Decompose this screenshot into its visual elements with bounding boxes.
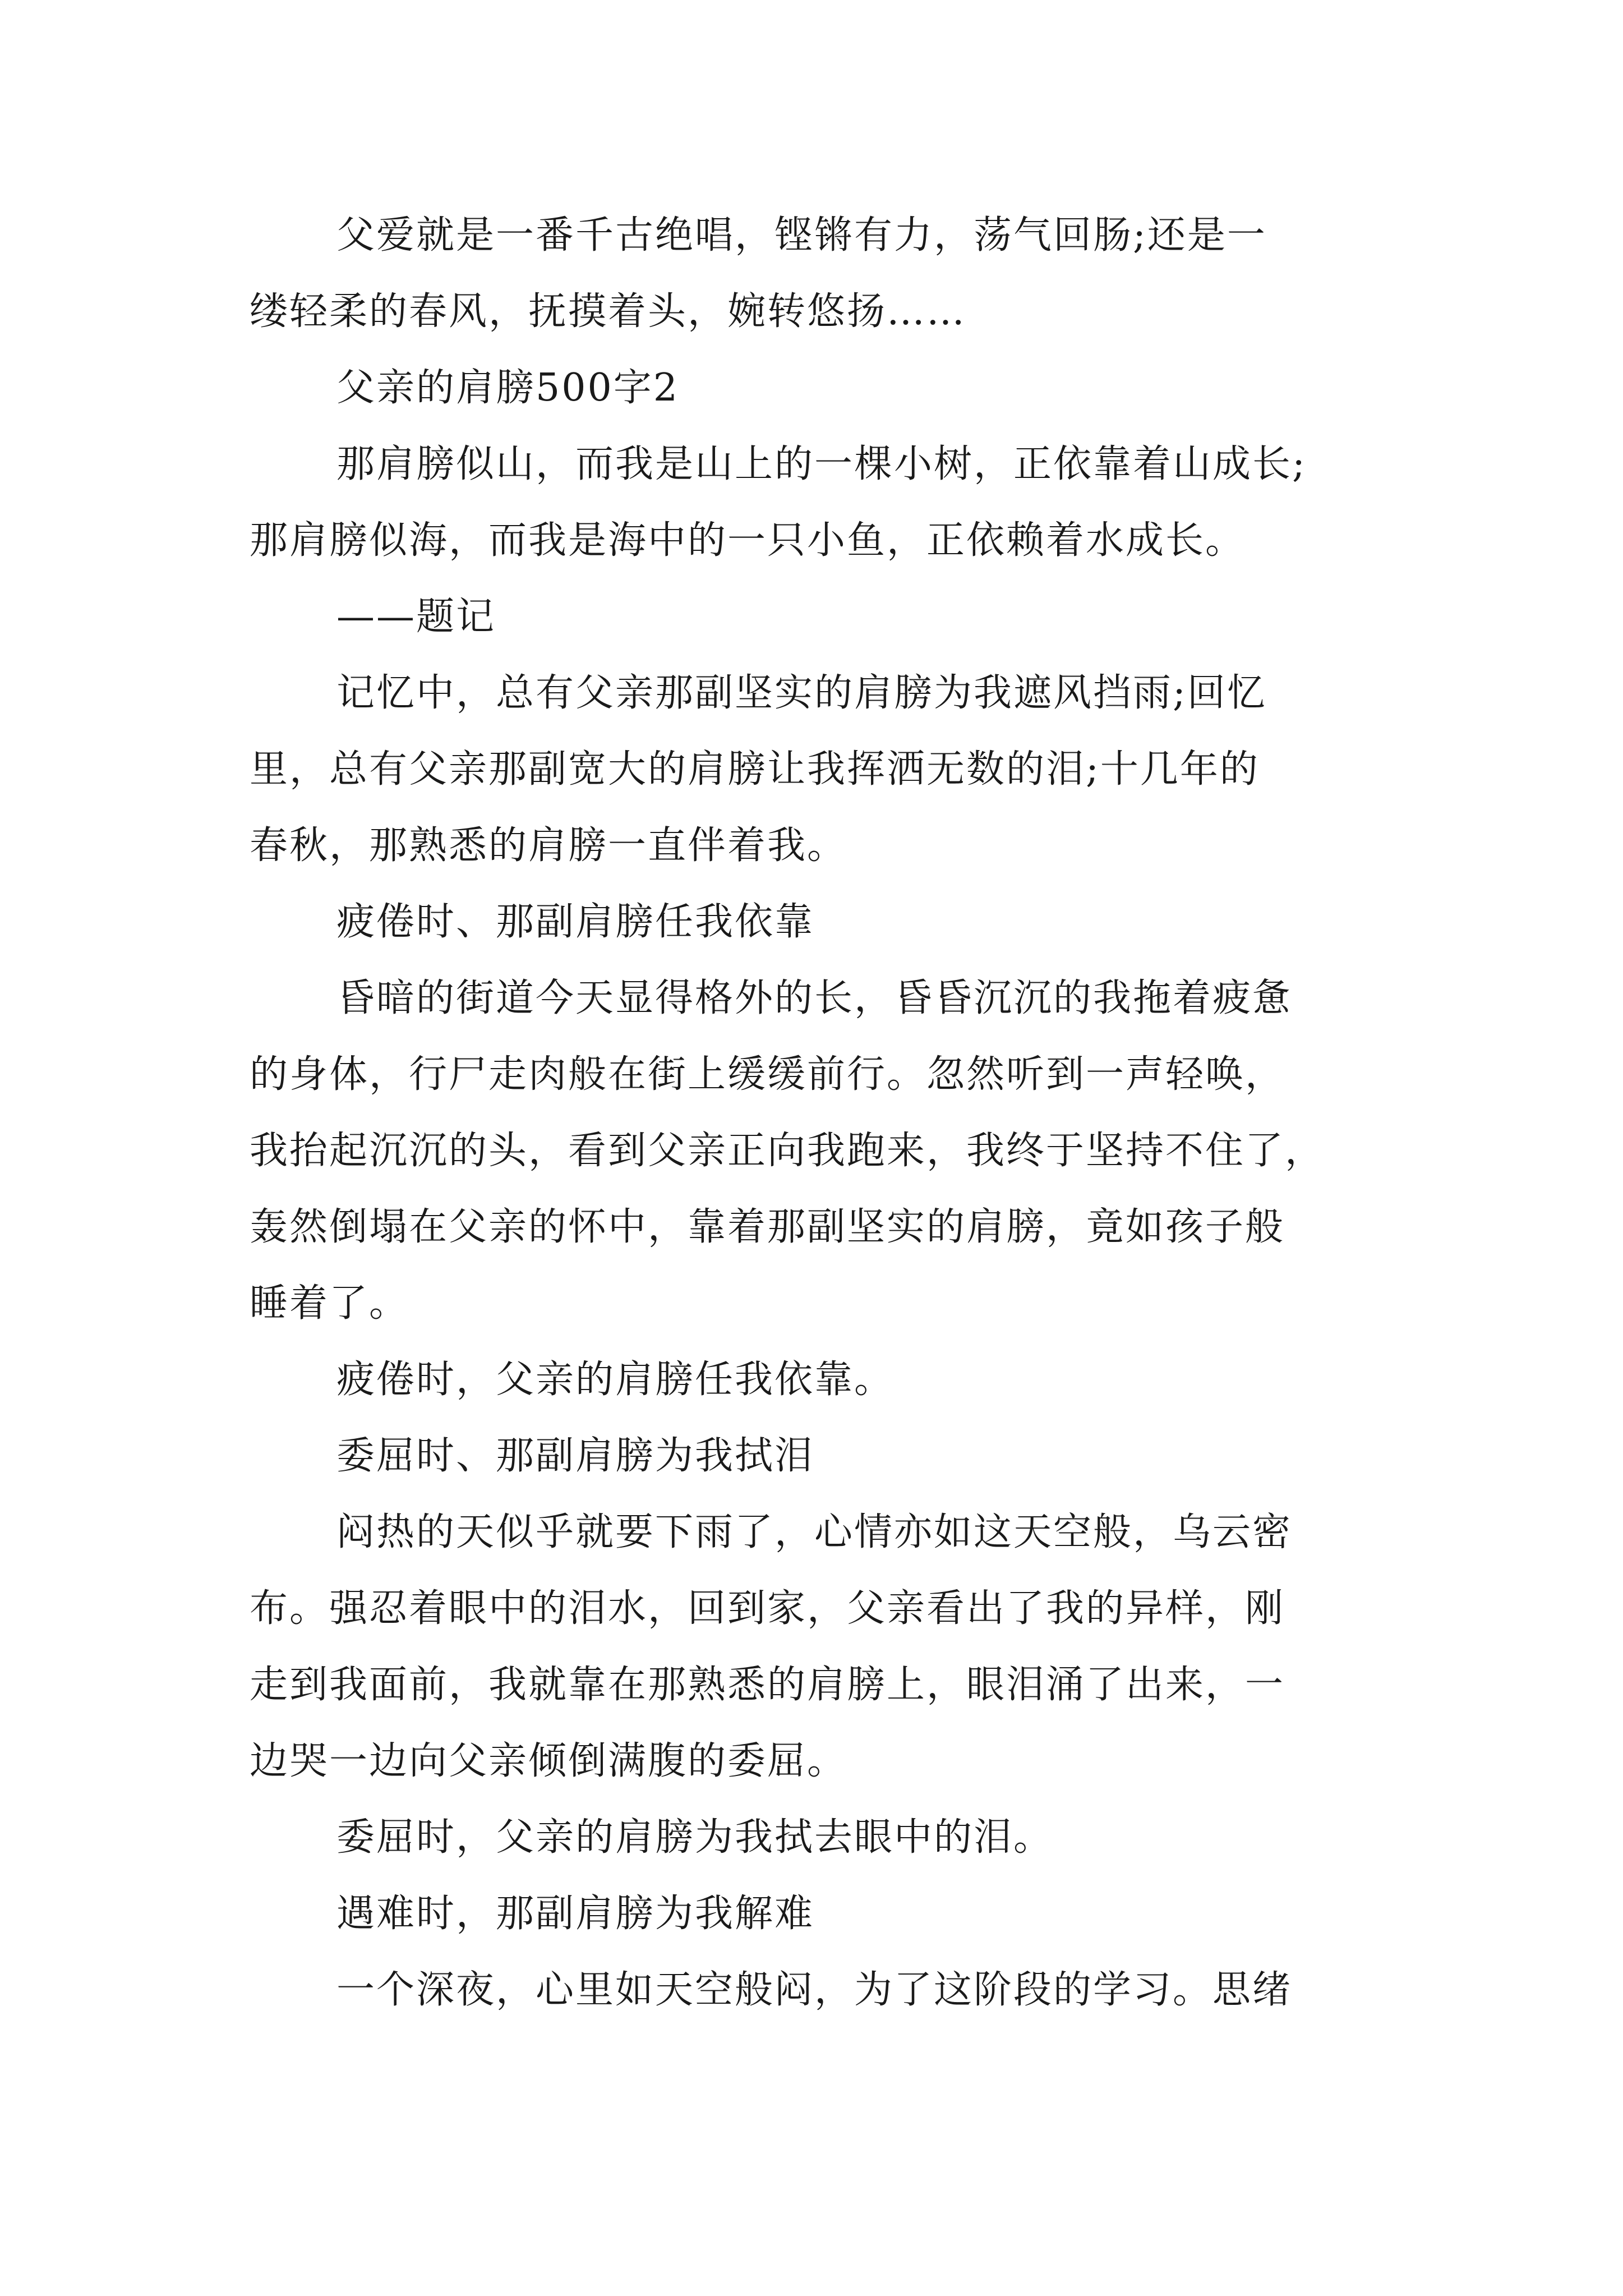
subheading-tired: 疲倦时、那副肩膀任我依靠 xyxy=(336,900,815,944)
subheading-wronged: 委屈时、那副肩膀为我拭泪 xyxy=(336,1434,815,1478)
section-heading-2: 父亲的肩膀500字2 xyxy=(336,366,680,410)
subheading-difficulty: 遇难时，那副肩膀为我解难 xyxy=(336,1892,815,1936)
paragraph-0-line-1: 缕轻柔的春风，抚摸着头，婉转悠扬…… xyxy=(250,289,967,334)
paragraph-9-line-3: 边哭一边向父亲倾倒满腹的委屈。 xyxy=(250,1739,847,1783)
paragraph-2-line-0: 那肩膀似山，而我是山上的一棵小树，正依靠着山成长; xyxy=(336,442,1307,486)
paragraph-9-line-0: 闷热的天似乎就要下雨了，心情亦如这天空般，乌云密 xyxy=(336,1510,1293,1554)
paragraph-0-line-0: 父爱就是一番千古绝唱，铿锵有力，荡气回肠;还是一 xyxy=(336,213,1267,257)
paragraph-6-line-2: 我抬起沉沉的头，看到父亲正向我跑来，我终于坚持不住了， xyxy=(250,1129,1325,1173)
paragraph-4-line-2: 春秋，那熟悉的肩膀一直伴着我。 xyxy=(250,823,847,868)
epigraph-attribution: ——题记 xyxy=(336,595,496,639)
paragraph-2-line-1: 那肩膀似海，而我是海中的一只小鱼，正依赖着水成长。 xyxy=(250,518,1246,563)
paragraph-10-line-0: 委屈时，父亲的肩膀为我拭去眼中的泪。 xyxy=(336,1815,1054,1860)
paragraph-7-line-0: 疲倦时，父亲的肩膀任我依靠。 xyxy=(336,1358,895,1402)
paragraph-9-line-1: 布。强忍着眼中的泪水，回到家，父亲看出了我的异样，刚 xyxy=(250,1586,1285,1631)
paragraph-9-line-2: 走到我面前，我就靠在那熟悉的肩膀上，眼泪涌了出来，一 xyxy=(250,1663,1285,1707)
paragraph-12-line-0: 一个深夜，心里如天空般闷，为了这阶段的学习。思绪 xyxy=(336,1968,1293,2012)
paragraph-6-line-3: 轰然倒塌在父亲的怀中，靠着那副坚实的肩膀，竟如孩子般 xyxy=(250,1205,1285,1249)
paragraph-6-line-4: 睡着了。 xyxy=(250,1281,409,1326)
paragraph-4-line-0: 记忆中，总有父亲那副坚实的肩膀为我遮风挡雨;回忆 xyxy=(336,671,1267,715)
paragraph-6-line-1: 的身体，行尸走肉般在街上缓缓前行。忽然听到一声轻唤， xyxy=(250,1052,1285,1097)
paragraph-6-line-0: 昏暗的街道今天显得格外的长，昏昏沉沉的我拖着疲惫 xyxy=(336,976,1293,1020)
paragraph-4-line-1: 里，总有父亲那副宽大的肩膀让我挥洒无数的泪;十几年的 xyxy=(250,747,1260,792)
